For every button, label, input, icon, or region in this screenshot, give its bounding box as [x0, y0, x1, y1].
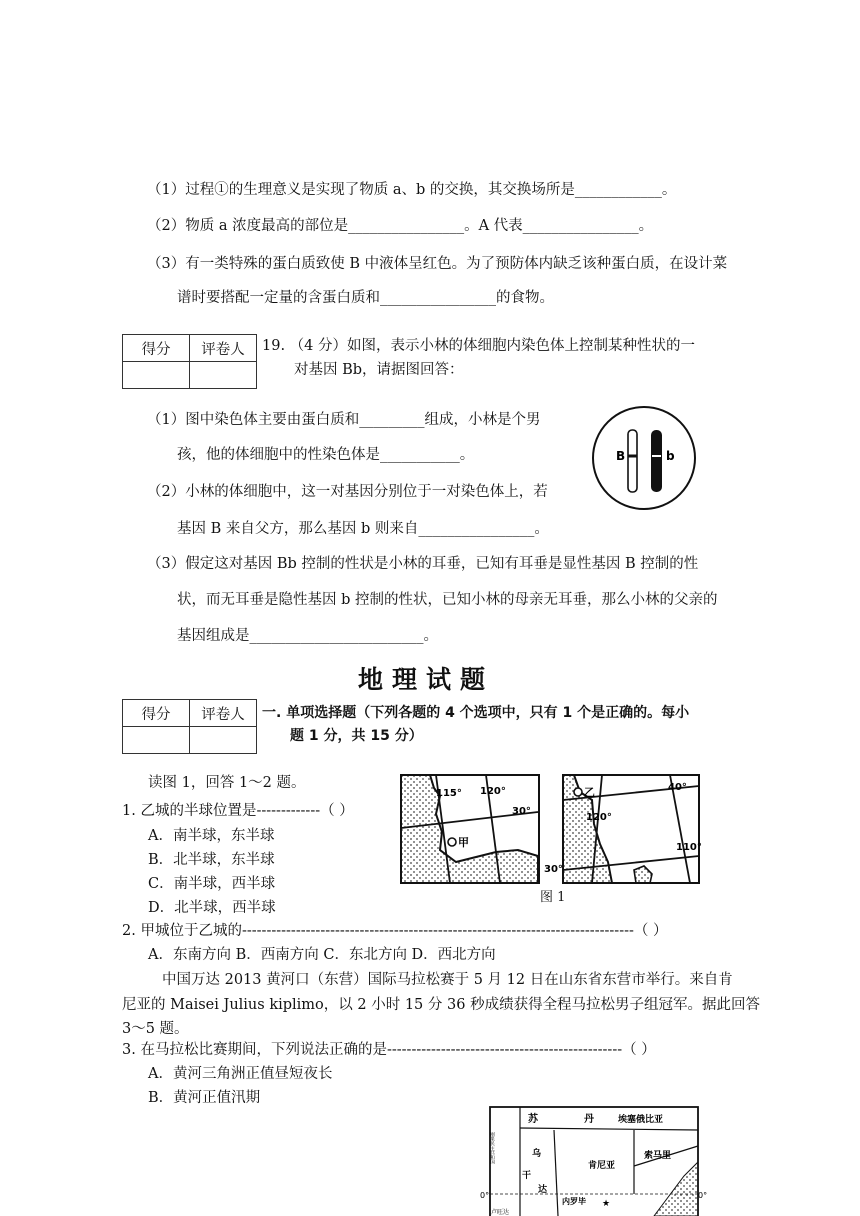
q18-2: （2）物质 a 浓度最高的部位是________________。A 代表________________。: [147, 218, 654, 234]
q19-2-line2: 基因 B 来自父方，那么基因 b 则来自________________。: [177, 521, 549, 537]
score-label: 得分: [123, 335, 190, 362]
q19-head-line2: 对基因 Bb，请据图回答：: [294, 362, 464, 378]
grader-cell[interactable]: [190, 362, 257, 389]
q3: 3. 在马拉松比赛期间，下列说法正确的是------------------------------------------------（ ）: [122, 1042, 656, 1058]
gene-label-b: b: [666, 449, 675, 463]
grader-label: 评卷人: [190, 335, 257, 362]
passage-line1: 中国万达 2013 黄河口（东营）国际马拉松赛于 5 月 12 日在山东省东营市举行。来自肯: [162, 972, 733, 988]
read-figure: 读图 1，回答 1～2 题。: [148, 775, 306, 791]
q1-option-c: C．南半球，西半球: [148, 876, 276, 892]
passage-line2: 尼亚的 Maisei Julius kiplimo，以 2 小时 15 分 36 秒成绩获得全程马拉松男子组冠军。据此回答: [122, 997, 761, 1013]
grader-label: 评卷人: [190, 700, 257, 727]
map-jia: [400, 774, 540, 884]
map2-lon: 120°: [586, 812, 612, 823]
map1-lon2: 120°: [480, 786, 506, 797]
score-label: 得分: [123, 700, 190, 727]
map3-side: 刚果民主共和国: [489, 1132, 495, 1165]
q3-option-a: A．黄河三角洲正值昼短夜长: [148, 1066, 333, 1082]
map3-c5: 干: [522, 1171, 532, 1181]
q19-1-line2: 孩，他的体细胞中的性染色体是___________。: [177, 447, 475, 463]
section-heading-line2: 题 1 分，共 15 分）: [290, 728, 423, 744]
map-kenya: [480, 1106, 708, 1216]
map3-bottom: 卢旺达: [491, 1209, 510, 1216]
fig1-caption: 图 1: [540, 890, 566, 905]
map3-eq-right: 0°: [698, 1191, 708, 1200]
score-cell[interactable]: [123, 727, 190, 754]
chromosome-figure: [588, 404, 700, 512]
section-heading-line1: 一. 单项选择题（下列各题的 4 个选项中，只有 1 个是正确的。每小: [262, 705, 690, 721]
q2: 2. 甲城位于乙城的--------------------------------------------------------------------------------（ ）: [122, 923, 668, 939]
map3-c8: 达: [538, 1185, 548, 1195]
map3-eq-left: 0°: [480, 1191, 490, 1200]
score-box-geo: [122, 699, 257, 754]
gene-label-B: B: [616, 449, 626, 463]
q18-3-line1: （3）有一类特殊的蛋白质致使 B 中液体呈红色。为了预防体内缺乏该种蛋白质，在设计菜: [147, 256, 728, 272]
passage-line3: 3～5 题。: [122, 1021, 189, 1037]
grader-cell[interactable]: [190, 727, 257, 754]
map2-lon2: 110°: [676, 842, 702, 853]
map3-city-star: ★: [602, 1199, 611, 1209]
q19-3-line1: （3）假定这对基因 Bb 控制的性状是小林的耳垂，已知有耳垂是显性基因 B 控制的性: [147, 556, 699, 572]
map1-city: 甲: [458, 836, 469, 849]
q18-1: （1）过程①的生理意义是实现了物质 a、b 的交换，其交换场所是____________。: [147, 182, 677, 198]
map-yi: [544, 774, 702, 884]
map2-lat1: 40°: [668, 782, 687, 793]
map3-c1: 苏: [528, 1114, 538, 1125]
q19-3-line2: 状，而无耳垂是隐性基因 b 控制的性状，已知小林的母亲无耳垂，那么小林的父亲的: [177, 592, 718, 608]
map1-lat: 30°: [512, 806, 531, 817]
q1-option-d: D．北半球，西半球: [148, 900, 276, 916]
map3-c2: 丹: [584, 1114, 594, 1125]
map2-lat2: 30°: [544, 864, 563, 875]
q1: 1. 乙城的半球位置是-------------（ ）: [122, 803, 354, 819]
map2-city: 乙: [584, 786, 595, 799]
map3-c3: 埃塞俄比亚: [618, 1115, 664, 1125]
q19-2-line1: （2）小林的体细胞中，这一对基因分别位于一对染色体上，若: [147, 484, 548, 500]
map3-city: 内罗毕: [562, 1197, 586, 1206]
q19-head-line1: 19. （4 分）如图，表示小林的体细胞内染色体上控制某种性状的一: [262, 338, 696, 354]
chromosome-light: [628, 430, 637, 492]
map3-c6: 肯尼亚: [588, 1161, 616, 1171]
q1-option-b: B．北半球，东半球: [148, 852, 275, 868]
q1-option-a: A．南半球，东半球: [148, 828, 275, 844]
q3-option-b: B．黄河正值汛期: [148, 1090, 261, 1106]
map1-lon1: 115°: [436, 788, 462, 799]
map3-c7: 索马里: [644, 1151, 672, 1161]
q19-3-line3: 基因组成是________________________。: [177, 628, 438, 644]
q2-options: A．东南方向 B．西南方向 C．东北方向 D．西北方向: [148, 947, 496, 963]
map3-c4: 乌: [532, 1149, 542, 1159]
q18-3-line2: 谱时要搭配一定量的含蛋白质和________________的食物。: [177, 290, 554, 306]
geo-title: 地理试题: [358, 665, 495, 694]
score-cell[interactable]: [123, 362, 190, 389]
score-box-19: [122, 334, 257, 389]
q19-1-line1: （1）图中染色体主要由蛋白质和_________组成，小林是个男: [147, 412, 541, 428]
chromosome-dark: [651, 430, 662, 492]
